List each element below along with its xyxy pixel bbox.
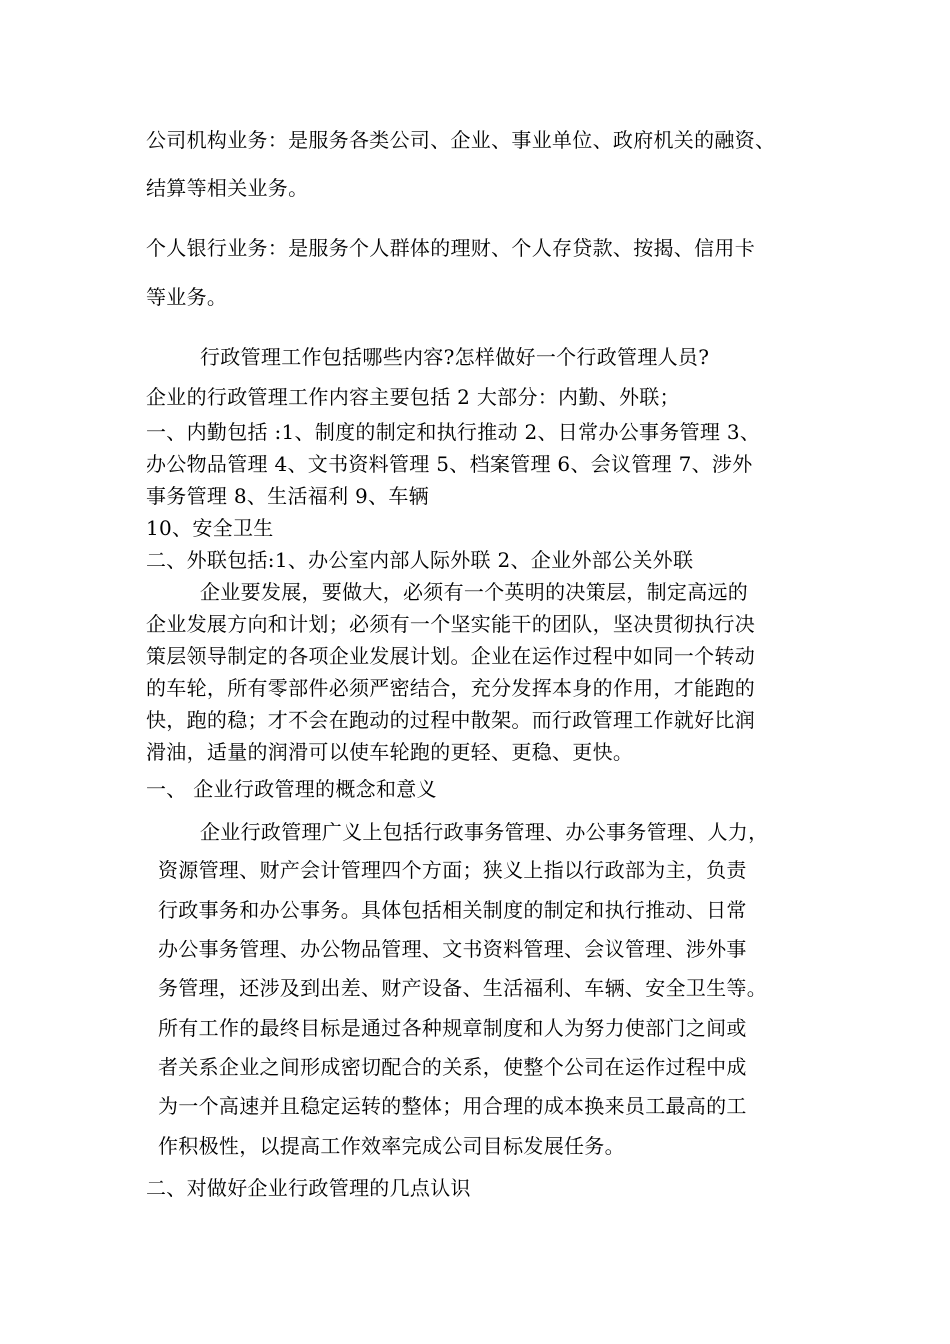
paragraph-personal-line-2: 等业务。 [146, 285, 228, 309]
paragraph-concept-line-8: 为一个高速并且稳定运转的整体；用合理的成本换来员工最高的工 [158, 1094, 747, 1118]
paragraph-concept-line-2: 资源管理、财产会计管理四个方面；狭义上指以行政部为主，负责 [158, 858, 747, 882]
paragraph-corporate-line-1: 公司机构业务：是服务各类公司、企业、事业单位、政府机关的融资、 [146, 128, 776, 152]
paragraph-concept-line-9: 作积极性，以提高工作效率完成公司目标发展任务。 [158, 1134, 625, 1158]
inner-list-line-2: 办公物品管理 4、文书资料管理 5、档案管理 6、会议管理 7、涉外 [146, 452, 753, 476]
paragraph-concept-line-3: 行政事务和办公事务。具体包括相关制度的制定和执行推动、日常 [158, 898, 747, 922]
paragraph-development-line-6: 滑油，适量的润滑可以使车轮跑的更轻、更稳、更快。 [146, 740, 634, 764]
paragraph-corporate-line-2: 结算等相关业务。 [146, 176, 309, 200]
paragraph-development-line-5: 快，跑的稳；才不会在跑动的过程中散架。而行政管理工作就好比润 [146, 708, 755, 732]
paragraph-personal-line-1: 个人银行业务：是服务个人群体的理财、个人存贷款、按揭、信用卡 [146, 236, 755, 260]
intro-text: 企业的行政管理工作内容主要包括 2 大部分：内勤、外联； [146, 385, 680, 409]
inner-list-line-3: 事务管理 8、生活福利 9、车辆 [146, 484, 429, 508]
paragraph-development-line-2: 企业发展方向和计划；必须有一个坚实能干的团队，坚决贯彻执行决 [146, 612, 755, 636]
paragraph-concept-line-6: 所有工作的最终目标是通过各种规章制度和人为努力使部门之间或 [158, 1016, 747, 1040]
section-title-2: 二、对做好企业行政管理的几点认识 [146, 1176, 471, 1200]
inner-list-line-1: 一、内勤包括 :1、制度的制定和执行推动 2、日常办公事务管理 3、 [146, 420, 761, 444]
paragraph-development-line-1: 企业要发展，要做大，必须有一个英明的决策层，制定高远的 [200, 580, 749, 604]
paragraph-development-line-3: 策层领导制定的各项企业发展计划。企业在运作过程中如同一个转动 [146, 644, 755, 668]
paragraph-concept-line-4: 办公事务管理、办公物品管理、文书资料管理、会议管理、涉外事 [158, 937, 747, 961]
paragraph-concept-line-7: 者关系企业之间形成密切配合的关系，使整个公司在运作过程中成 [158, 1055, 747, 1079]
section-heading: 行政管理工作包括哪些内容?怎样做好一个行政管理人员? [200, 345, 710, 369]
section-title-1: 一、 企业行政管理的概念和意义 [146, 777, 437, 801]
paragraph-concept-line-1: 企业行政管理广义上包括行政事务管理、办公事务管理、人力， [200, 820, 769, 844]
paragraph-development-line-4: 的车轮，所有零部件必须严密结合，充分发挥本身的作用，才能跑的 [146, 676, 755, 700]
paragraph-concept-line-5: 务管理，还涉及到出差、财产设备、生活福利、车辆、安全卫生等。 [158, 976, 767, 1000]
inner-list-line-4: 10、安全卫生 [146, 516, 274, 540]
outer-list-line: 二、外联包括:1、办公室内部人际外联 2、企业外部公关外联 [146, 548, 694, 572]
